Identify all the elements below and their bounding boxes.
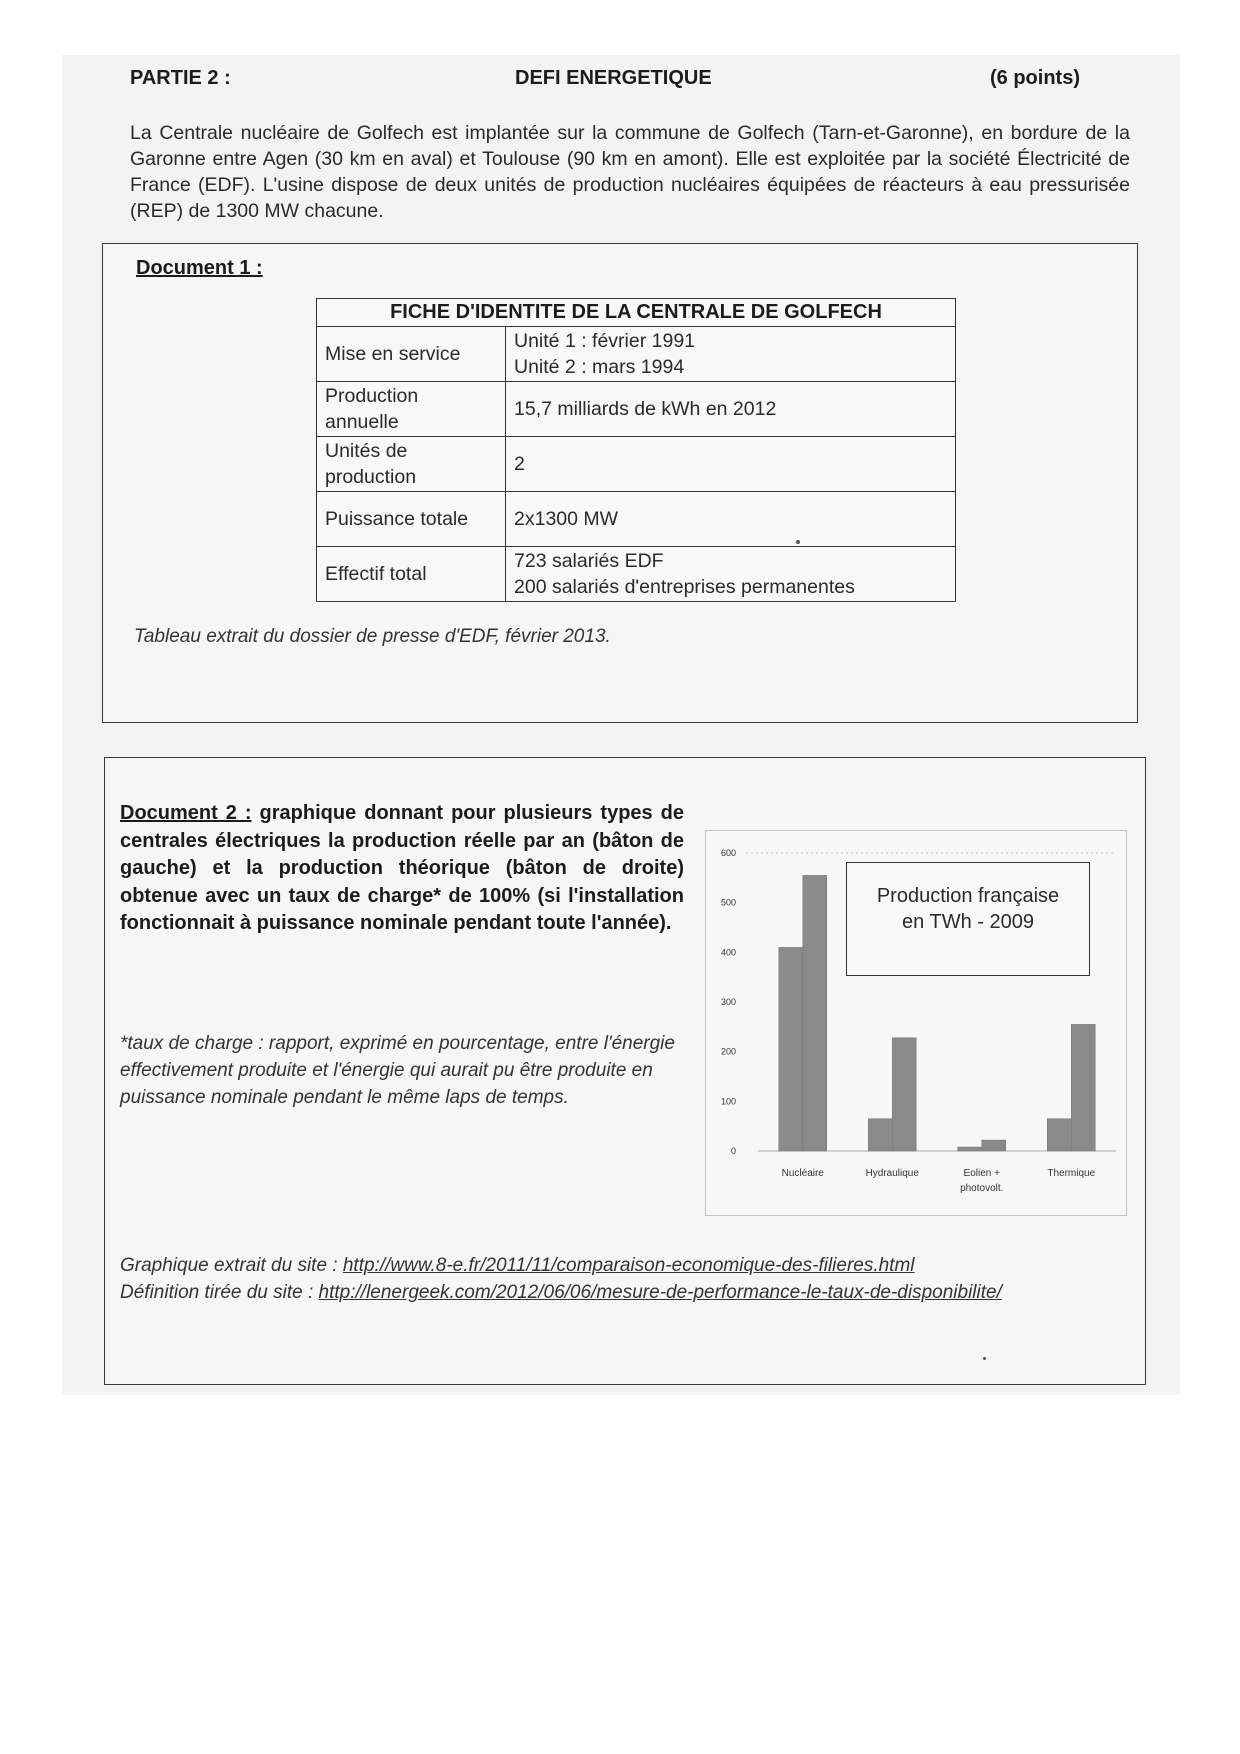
- load-factor-footnote: *taux de charge : rapport, exprimé en pourcentage, entre l'énergie effectivement produite et l'énergie qui aurait pu être produite en puissance nominale pendant le même laps de temps.: [120, 1033, 675, 1108]
- section-title: DEFI ENERGETIQUE: [515, 67, 712, 89]
- intro-paragraph: La Centrale nucléaire de Golfech est implantée sur la commune de Golfech (Tarn-et-Garonne), en bordure de la Garonne entre Agen (30 km en aval) et Toulouse (90 km en amont). Elle est exploitée par la société Électricité de France (EDF). L'usine dispose de deux unités de production nucléaires équipées de réacteurs à eau pressurisée (REP) de 1300 MW chacune.: [130, 122, 1130, 222]
- table-row: [317, 492, 956, 547]
- table-row: [317, 327, 956, 382]
- document-2-text: graphique donnant pour plusieurs types de centrales électriques la production réelle par an (bâton de gauche) et la production théorique (bâton de droite) obtenue avec un taux de charge* de 100% (si l'installation fonctionnait à puissance nominale pendant toute l'année).: [120, 802, 684, 934]
- x-category-label: Thermique: [1047, 1168, 1096, 1179]
- y-tick-label: 100: [720, 1096, 736, 1107]
- chart-source-prefix: Graphique extrait du site :: [120, 1255, 343, 1276]
- y-tick-label: 200: [720, 1046, 736, 1057]
- production-chart: [705, 830, 1127, 1216]
- x-category-label: photovolt.: [960, 1183, 1004, 1194]
- document-1-caption: Tableau extrait du dossier de presse d'EDF, février 2013.: [134, 626, 611, 647]
- row-label: Production annuelle: [317, 382, 506, 437]
- row-value: 2x1300 MW: [506, 492, 956, 547]
- chart-title-box: [846, 862, 1090, 976]
- bar-real: [868, 1119, 892, 1151]
- bar-theoretical: [803, 875, 827, 1151]
- table-row: [317, 547, 956, 602]
- x-category-label: Eolien +: [963, 1168, 1000, 1179]
- row-label: Unités de production: [317, 437, 506, 492]
- bar-real: [779, 947, 803, 1151]
- bar-real: [958, 1147, 982, 1151]
- table-row: [317, 382, 956, 437]
- bar-theoretical: [982, 1140, 1006, 1151]
- scan-speck: [983, 1357, 986, 1360]
- document-1-title: Document 1 :: [136, 257, 263, 279]
- row-value: Unité 1 : février 1991 Unité 2 : mars 1994: [506, 327, 956, 382]
- document-2-description: [120, 800, 684, 938]
- row-label: Puissance totale: [317, 492, 506, 547]
- definition-source-prefix: Définition tirée du site :: [120, 1282, 319, 1303]
- y-tick-label: 600: [720, 848, 736, 858]
- row-label: Mise en service: [317, 327, 506, 382]
- bar-theoretical: [892, 1038, 916, 1151]
- points-label: (6 points): [990, 67, 1080, 89]
- identity-table-title: FICHE D'IDENTITE DE LA CENTRALE DE GOLFECH: [317, 299, 956, 327]
- definition-source-link[interactable]: http://lenergeek.com/2012/06/06/mesure-de-performance-le-taux-de-disponibilite/: [318, 1282, 1002, 1303]
- y-tick-label: 400: [720, 947, 736, 958]
- chart-title-line: en TWh - 2009: [902, 911, 1034, 933]
- x-category-label: Nucléaire: [781, 1168, 824, 1179]
- part-label: PARTIE 2 :: [130, 67, 231, 89]
- row-value: 723 salariés EDF 200 salariés d'entreprises permanentes: [506, 547, 956, 602]
- y-tick-label: 300: [720, 997, 736, 1007]
- bar-real: [1047, 1119, 1071, 1151]
- row-label: Effectif total: [317, 547, 506, 602]
- sources-block: [120, 1252, 1130, 1306]
- row-value: 2: [506, 437, 956, 492]
- identity-table: [316, 298, 956, 602]
- y-tick-label: 0: [730, 1146, 736, 1156]
- bar-theoretical: [1071, 1024, 1095, 1151]
- scan-speck: [796, 540, 800, 544]
- table-row: [317, 437, 956, 492]
- chart-source-link[interactable]: http://www.8-e.fr/2011/11/comparaison-economique-des-filieres.html: [342, 1255, 915, 1276]
- x-category-label: Hydraulique: [865, 1168, 919, 1179]
- y-tick-label: 500: [720, 897, 736, 908]
- document-2-title: Document 2 :: [120, 802, 252, 824]
- chart-title-line: Production française: [876, 885, 1060, 907]
- row-value: 15,7 milliards de kWh en 2012: [506, 382, 956, 437]
